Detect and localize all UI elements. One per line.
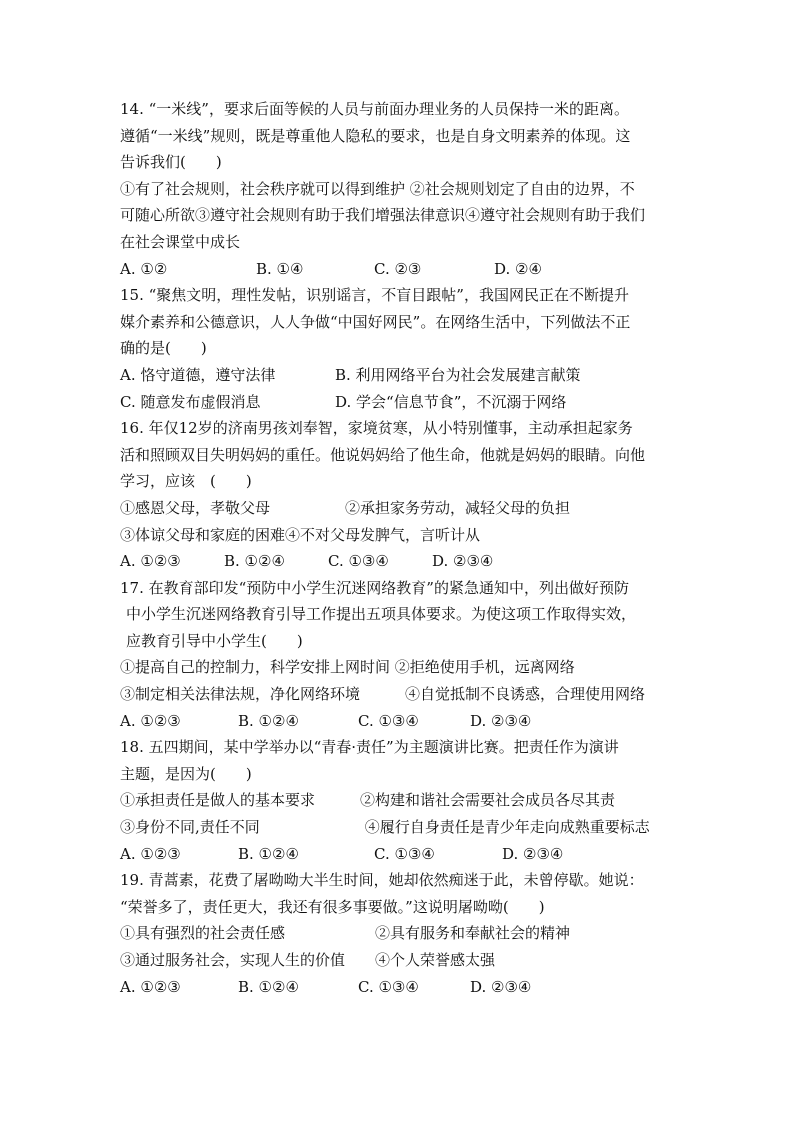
answer-options [120,708,680,735]
answer-options [120,841,680,868]
answer-options [120,389,680,416]
question-stem-line: 17. 在教育部印发“预防中小学生沉迷网络教育”的紧急通知中，列出做好预防 [120,578,629,597]
option-b: B. ①②④ [238,844,299,863]
question-stem-line: 主题，是因为( ) [120,764,252,783]
question-18 [120,734,680,867]
question-19 [120,867,680,1000]
option-a: A. ①② [120,259,168,278]
statement-line: ①有了社会规则，社会秩序就可以得到维护 ②社会规则划定了自由的边界，不 [120,179,635,198]
exam-page [120,96,680,1000]
option-c: C. ①③④ [374,844,435,863]
option-d: D. ②③④ [432,552,494,571]
statement-line: ③身份不同,责任不同 ④履行自身责任是青少年走向成熟重要标志 [120,818,650,837]
option-b: B. ①②④ [224,552,285,571]
option-d: D. 学会“信息节食”，不沉溺于网络 [335,392,567,411]
question-stem-line: 15. “聚焦文明，理性发帖，识别谣言，不盲目跟帖”，我国网民正在不断提升 [120,286,629,305]
statement-line: ①承担责任是做人的基本要求 ②构建和谐社会需要社会成员各尽其责 [120,791,616,810]
question-stem-line: 告诉我们( ) [120,153,222,172]
option-c: C. ①③④ [328,552,389,571]
question-stem-line: 媒介素养和公德意识，人人争做“中国好网民”。在网络生活中，下列做法不正 [120,312,631,331]
question-16 [120,415,680,575]
question-stem-line: 学习，应该 ( ) [120,472,252,491]
statement-line: 在社会课堂中成长 [120,232,241,251]
question-stem-line: 确的是( ) [120,339,207,358]
option-b: B. 利用网络平台为社会发展建言献策 [335,365,581,384]
option-a: A. 恪守道德，遵守法律 [120,365,276,384]
option-d: D. ②③④ [470,711,532,730]
statement-line: 可随心所欲③遵守社会规则有助于我们增强法律意识④遵守社会规则有助于我们 [120,206,646,225]
question-stem-line: 遵循“一米线”规则，既是尊重他人隐私的要求，也是自身文明素养的体现。这 [120,126,631,145]
answer-options [120,362,680,389]
option-b: B. ①②④ [238,711,299,730]
option-a: A. ①②③ [120,552,181,571]
statement-line: ①提高自己的控制力，科学安排上网时间 ②拒绝使用手机，远离网络 [120,658,575,677]
statement-line: ③通过服务社会，实现人生的价值 ④个人荣誉感太强 [120,951,496,969]
question-stem-line: “荣誉多了，责任更大，我还有很多事要做。”这说明屠呦呦( ) [120,897,545,916]
option-a: A. ①②③ [120,711,181,730]
question-stem-line: 中小学生沉迷网络教育引导工作提出五项具体要求。为使这项工作取得实效， [126,605,637,624]
statement-line: ③体谅父母和家庭的困难④不对父母发脾气，言听计从 [120,525,481,544]
option-d: D. ②④ [494,259,542,278]
question-15 [120,282,680,415]
answer-options [120,974,680,1001]
question-stem-line: 应教育引导中小学生( ) [126,631,303,650]
statement-line: ①感恩父母，孝敬父母 ②承担家务劳动，减轻父母的负担 [120,498,571,517]
option-a: A. ①②③ [120,977,181,996]
question-stem-line: 14. “一米线”，要求后面等候的人员与前面办理业务的人员保持一米的距离。 [120,100,629,118]
answer-options [120,548,680,575]
question-stem-line: 活和照顾双目失明妈妈的重任。他说妈妈给了他生命，他就是妈妈的眼睛。向他 [120,445,646,464]
option-b: B. ①②④ [238,977,299,996]
question-stem-line: 19. 青蒿素，花费了屠呦呦大半生时间，她却依然痴迷于此，未曾停歇。她说： [120,871,644,890]
question-stem-line: 16. 年仅12岁的济南男孩刘奉智，家境贫寒，从小特别懂事，主动承担起家务 [120,419,633,438]
answer-options [120,256,680,283]
statement-line: ③制定相关法律法规，净化网络环境 ④自觉抵制不良诱惑，合理使用网络 [120,685,646,704]
option-c: C. ②③ [374,259,422,278]
question-stem-line: 18. 五四期间，某中学举办以“青春·责任”为主题演讲比赛。把责任作为演讲 [120,738,619,757]
option-d: D. ②③④ [470,977,532,996]
option-a: A. ①②③ [120,844,181,863]
option-c: C. ①③④ [358,977,419,996]
option-c: C. ①③④ [358,711,419,730]
statement-line: ①具有强烈的社会责任感 ②具有服务和奉献社会的精神 [120,924,571,943]
question-14 [120,96,680,282]
option-c: C. 随意发布虚假消息 [120,392,261,411]
question-17 [120,575,680,735]
option-b: B. ①④ [256,259,304,278]
option-d: D. ②③④ [502,844,564,863]
